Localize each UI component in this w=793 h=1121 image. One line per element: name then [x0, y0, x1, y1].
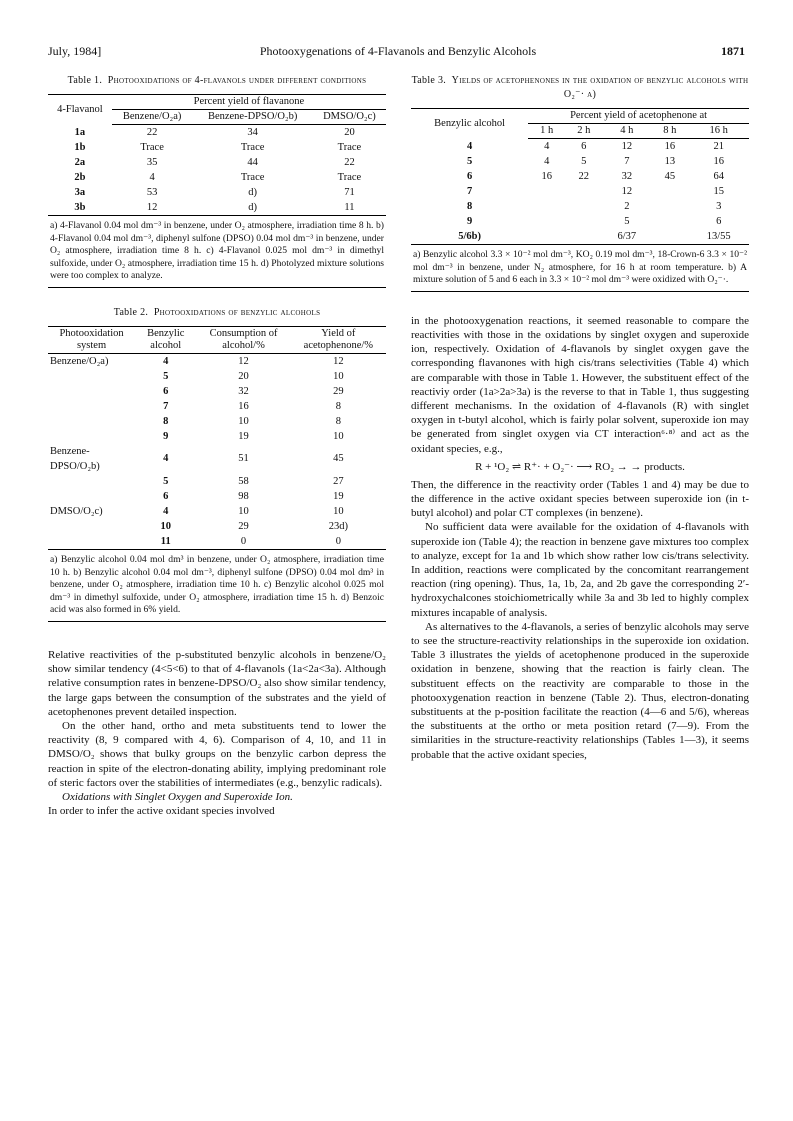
table-cell: 7 — [624, 156, 630, 167]
table1-title: Photooxidations of 4-flavanols under different conditions — [107, 75, 367, 86]
right-body-text — [411, 314, 749, 762]
paragraph: Relative reactivities of the p-substituted benzylic alcohols in benzene/O₂ show similar tendency (4<5<6) to that of 4-flavanols (1a<2a<3a). Although relative consumption rates in benzene-DPSO/O₂ also show similar tendency, the large gaps between the consumption of the substrates and the yield of acetophenones prevent detailed inspection. — [48, 648, 386, 718]
table1-col-header: Benzene-DPSO/O₂b) — [192, 110, 312, 125]
table-cell: 5 — [163, 475, 169, 487]
table-cell — [651, 184, 688, 199]
table-cell: 22 — [578, 171, 589, 182]
table-cell: 11 — [160, 535, 171, 547]
table-cell: 7 — [466, 186, 473, 197]
table-cell — [528, 184, 565, 199]
table-cell — [48, 429, 135, 444]
table-cell — [48, 489, 135, 504]
table-cell — [48, 414, 135, 429]
table-cell: d) — [248, 187, 258, 198]
table-cell: 10 — [333, 370, 344, 382]
table-cell: 15 — [713, 186, 724, 197]
table-cell: Trace — [240, 142, 265, 153]
table2-title: Photooxidations of benzylic alcohols — [153, 306, 321, 318]
table-cell: Trace — [337, 142, 362, 153]
table-cell — [48, 384, 135, 399]
table-row — [48, 444, 386, 474]
table-cell: Benzene/O₂a) — [50, 355, 109, 367]
table1-col-header: DMSO/O₂c) — [313, 110, 386, 125]
table-cell: 10 — [160, 520, 171, 532]
table-cell: 4 — [149, 172, 155, 183]
table-cell: 12 — [621, 186, 633, 197]
table-cell: DMSO/O₂c) — [50, 505, 103, 517]
table2-footnote: a) Benzylic alcohol 0.04 mol dm³ in benzene, under O₂ atmosphere, irradiation time 10 h. b) Benzylic alcohol 0.04 mol dm⁻³, diphenyl sulfone (DPSO) 0.04 mol dm³ in benzene, under O₂ atmosphere, irradiation time 10 h. c) Benzylic alcohol 0.025 mol dm⁻³ in dimethyl sulfoxide, under O₂ atmosphere, irradiation time 15 h. d) Benzoic acid was also formed in 6% yield. — [48, 550, 386, 622]
table-cell: 13/55 — [706, 231, 731, 242]
right-column — [411, 74, 749, 762]
table3-col0-header: Benzylic alcohol — [434, 117, 506, 129]
table-cell: 19 — [238, 430, 249, 442]
table-cell: 6 — [163, 385, 169, 397]
table-cell — [48, 534, 135, 550]
table2-label: Table 2. — [113, 306, 149, 318]
table-cell — [565, 199, 602, 214]
table-cell: d) — [248, 202, 258, 213]
table-cell: 20 — [238, 370, 249, 382]
table1-body — [48, 125, 386, 216]
table-cell: 4 — [544, 156, 550, 167]
table2-col-header: Consumption of alcohol/% — [196, 326, 290, 353]
table-cell: 10 — [238, 505, 249, 517]
table-cell — [565, 214, 602, 229]
table-cell: 32 — [621, 171, 633, 182]
table3-col-header: 2 h — [565, 124, 602, 139]
table-cell: 6 — [581, 141, 587, 152]
table-cell: 98 — [238, 490, 249, 502]
table-row — [48, 534, 386, 550]
table-cell: 8 — [163, 415, 169, 427]
table-cell: 21 — [713, 141, 724, 152]
table-cell: 0 — [335, 535, 341, 547]
table-cell — [48, 519, 135, 534]
table-cell: 10 — [238, 415, 249, 427]
table-cell: 22 — [146, 127, 158, 138]
table3-title: Yields of acetophenones in the oxidation of benzylic alcohols with O₂⁻· a) — [451, 75, 749, 100]
table3-footnote: a) Benzylic alcohol 3.3 × 10⁻² mol dm⁻³, KO₂ 0.19 mol dm⁻³, 18-Crown-6 3.3 × 10⁻² mol dm⁻³ in benzene, under N₂ atmosphere, for 16 h at room temperature. b) A mixture solution of 5 and 6 each in 3.3 × 10⁻² mol dm⁻³ were oxidized with O₂⁻·. — [411, 245, 749, 292]
table-cell — [48, 474, 135, 489]
table-cell: 4 — [163, 505, 169, 517]
paragraph: On the other hand, ortho and meta substituents tend to lower the reactivity (8, 9 compared with 4, 6). Comparison of 4, 10, and 11 in DMSO/O₂ shows that bulky groups on the benzylic carbon depress the reaction in spite of the electron-donating ability, implying predominant role of steric factors over the stabilities of intermediates (e.g., benzylic radicals). — [48, 719, 386, 789]
table-cell: 9 — [466, 216, 473, 227]
table-cell — [651, 229, 688, 245]
table1-footnote: a) 4-Flavanol 0.04 mol dm⁻³ in benzene, under O₂ atmosphere, irradiation time 8 h. b) 4-Flavanol 0.04 mol dm⁻³, diphenyl sulfone (DPSO) 0.04 mol dm⁻³ in benzene, under O₂ atmosphere, irradiation time 8 h. c) 4-Flavanol 0.025 mol dm⁻³ in dimethyl sulfoxide, under O₂ atmosphere, irradiation time 15 h. d) Photolyzed mixture solutions were too complex to analyze. — [48, 216, 386, 288]
table-cell: 1b — [74, 142, 86, 153]
table-row — [48, 140, 386, 155]
table-cell — [528, 214, 565, 229]
table-cell: 10 — [333, 430, 344, 442]
table-cell: 71 — [344, 187, 355, 198]
table-cell: 0 — [240, 535, 247, 547]
paragraph: No sufficient data were available for the oxidation of 4-flavanols with superoxide ion (Table 4); the reaction in benzene gave mixtures too complex to analyze, except for 1a and 1b which show rather low cis/trans selectivity. In addition, reactions were complicated by the concomitant rearrangement reaction (ring opening). Thus, 1a, 1b, 2a, and 2b gave the corresponding 2′-hydroxychalcones stoichiometrically while 3a and 3b led to highly complex mixtures incapable of analysis. — [411, 521, 749, 619]
left-column — [48, 74, 386, 818]
table-row — [48, 369, 386, 384]
table-row — [411, 229, 749, 245]
table1-col-header: Benzene/O₂a) — [112, 110, 193, 125]
table-row — [48, 200, 386, 216]
table-cell: 32 — [238, 385, 249, 397]
table3-col-header: 4 h — [602, 124, 651, 139]
paragraph: In order to infer the active oxidant species involved — [48, 805, 275, 818]
table-cell: 34 — [247, 127, 258, 138]
table-cell: 23d) — [328, 520, 348, 532]
table-row — [48, 474, 386, 489]
table-cell: 3a — [74, 187, 86, 198]
table-cell: 64 — [713, 171, 724, 182]
table2 — [48, 326, 386, 550]
table3-body — [411, 139, 749, 245]
table-cell: 58 — [238, 475, 249, 487]
table-row — [48, 384, 386, 399]
table-cell: 12 — [146, 202, 158, 213]
table-row — [411, 199, 749, 214]
table3-span-header: Percent yield of acetophenone at — [528, 109, 749, 124]
table-row — [48, 353, 386, 369]
table-cell: Benzene-DPSO/O₂b) — [50, 445, 100, 472]
table1-col0-header: 4-Flavanol — [57, 103, 103, 115]
table-cell: 5 — [163, 370, 169, 382]
table2-col-header: Photooxidation system — [48, 326, 135, 353]
table-cell: 4 — [163, 453, 169, 465]
table-cell: 8 — [335, 415, 341, 427]
table-cell: 29 — [238, 520, 249, 532]
table-cell: 16 — [664, 141, 676, 152]
header-date: July, 1984] — [48, 44, 102, 58]
table-row — [48, 489, 386, 504]
table-cell: 12 — [333, 355, 344, 367]
paragraph: As alternatives to the 4-flavanols, a series of benzylic alcohols may serve to see the structure-reactivity relationships in the superoxide ion oxidation. Table 3 illustrates the yields of acetophenone produced in the superoxide oxidation in benzene, showing that the reaction is fairly clean. The substituent effects on the reactivity are comparable to those in the photooxygenation reaction in benzene (Table 2). Thus, electron-donating substituents at the p-position facilitate the reaction (4—6 and 5/6), whereas the substituents at the ortho or meta position retard (7—9). From the similarities in the structure-reactivity relationships (Tables 1—3), it seems probable that the active oxidant species, — [411, 620, 749, 761]
table-cell: 5 — [466, 156, 473, 167]
reaction-equation: R + ¹O₂ ⇌ R⁺· + O₂⁻· ⟶ RO₂ → → products. — [475, 460, 685, 473]
page-number: 1871 — [721, 44, 745, 58]
table-row — [48, 429, 386, 444]
table-row — [411, 214, 749, 229]
table-cell: 7 — [163, 400, 169, 412]
table-cell: Trace — [240, 172, 265, 183]
table-cell: 5/6b) — [458, 231, 481, 242]
table-row — [48, 414, 386, 429]
table-cell: 45 — [664, 171, 676, 182]
table3-caption — [411, 74, 749, 102]
table3-label: Table 3. — [411, 75, 447, 86]
table-cell: 3b — [74, 202, 86, 213]
table-cell: 4 — [163, 355, 169, 367]
section-heading: Oxidations with Singlet Oxygen and Superoxide Ion. — [62, 790, 293, 803]
table-row — [411, 169, 749, 184]
table-cell: 6 — [716, 216, 722, 227]
table-cell: 5 — [624, 216, 630, 227]
table2-body — [48, 353, 386, 549]
table-cell: 53 — [146, 187, 158, 198]
table2-col-header: Benzylic alcohol — [135, 326, 196, 353]
table-row — [48, 170, 386, 185]
table-cell: 45 — [333, 453, 344, 465]
table-cell — [651, 199, 688, 214]
table-cell: 8 — [335, 400, 341, 412]
table-cell: 2 — [624, 201, 630, 212]
table-cell: 12 — [621, 141, 633, 152]
table-cell: 6/37 — [617, 231, 637, 242]
table2-col-header: Yield of acetophenone/% — [291, 326, 386, 353]
table-cell: 10 — [333, 505, 344, 517]
table-row — [411, 184, 749, 199]
table-cell: 1a — [74, 126, 86, 138]
table3-col-header: 1 h — [528, 124, 565, 139]
table-cell: 11 — [344, 202, 355, 213]
table3-col-header: 16 h — [688, 124, 749, 139]
table-cell: 4 — [466, 140, 473, 152]
table-row — [48, 185, 386, 200]
table-cell: 2a — [74, 157, 86, 168]
table1-label: Table 1. — [67, 75, 103, 86]
table-cell — [528, 229, 565, 245]
table-cell: 16 — [713, 156, 724, 167]
table1 — [48, 94, 386, 216]
table-cell: 3 — [716, 201, 722, 212]
paragraph: in the photooxygenation reactions, it seemed reasonable to compare the reactivities with those in the oxidations by singlet oxygen and superoxide ion, respectively. Oxidation of 4-flavanols by singlet oxygen gave the corresponding flavanones with high cis/trans selectivities (Table 4) which are comparable with those in Table 1. However, the substituent effect of the reactiviy order (1a>2a>3a) is the reverse to that in Table 1, thus suggesting different mechanisms. In the oxidation of 4-flavanols (R) with singlet oxygen in t-butyl alcohol, which is fairly polar solvent, superoxide ion may be generated from singlet oxygen via CT interaction⁶·⁸⁾ and act as the oxidant species, e.g., — [411, 314, 749, 455]
table-cell: Trace — [140, 142, 164, 153]
table-cell: 27 — [333, 475, 344, 487]
table-cell: 51 — [238, 453, 249, 465]
table-cell: 16 — [238, 400, 249, 412]
table-cell — [48, 399, 135, 414]
table-cell: 4 — [544, 141, 550, 152]
table-cell: 8 — [466, 201, 473, 212]
table-row — [48, 399, 386, 414]
table-cell: 29 — [333, 385, 344, 397]
table-cell: 2b — [74, 172, 86, 183]
table-cell — [48, 369, 135, 384]
table-cell — [565, 229, 602, 245]
table-row — [48, 519, 386, 534]
table-cell: 6 — [163, 490, 169, 502]
table-row — [411, 154, 749, 169]
table-row — [48, 504, 386, 519]
table-cell — [565, 184, 602, 199]
paragraph: Then, the difference in the reactivity order (Tables 1 and 4) may be due to the difference in the active oxidant species between superoxide ion (in t-butyl alcohol) and polar CT complexes (in benzene). — [411, 478, 749, 520]
left-body-text — [48, 648, 386, 818]
table-cell: 6 — [466, 171, 473, 182]
table-cell — [528, 199, 565, 214]
table1-caption — [48, 74, 386, 88]
table2-caption — [48, 306, 386, 320]
table-row — [411, 139, 749, 155]
table-row — [48, 155, 386, 170]
table3 — [411, 108, 749, 245]
table-cell: 19 — [333, 490, 344, 502]
header-title: Photooxygenations of 4-Flavanols and Benzylic Alcohols — [259, 44, 537, 58]
table-cell: 5 — [581, 156, 587, 167]
table-cell: 22 — [344, 157, 355, 168]
table-cell: 44 — [247, 157, 258, 168]
table-cell — [651, 214, 688, 229]
table-row — [48, 125, 386, 141]
table-cell: Trace — [337, 172, 362, 183]
table-cell: 13 — [664, 156, 676, 167]
table-cell: 12 — [238, 355, 249, 367]
table-cell: 35 — [146, 157, 158, 168]
table-cell: 9 — [163, 430, 169, 442]
table1-span-header: Percent yield of flavanone — [112, 95, 386, 110]
table-cell: 16 — [541, 171, 552, 182]
table-cell: 20 — [344, 127, 355, 138]
table3-col-header: 8 h — [651, 124, 688, 139]
